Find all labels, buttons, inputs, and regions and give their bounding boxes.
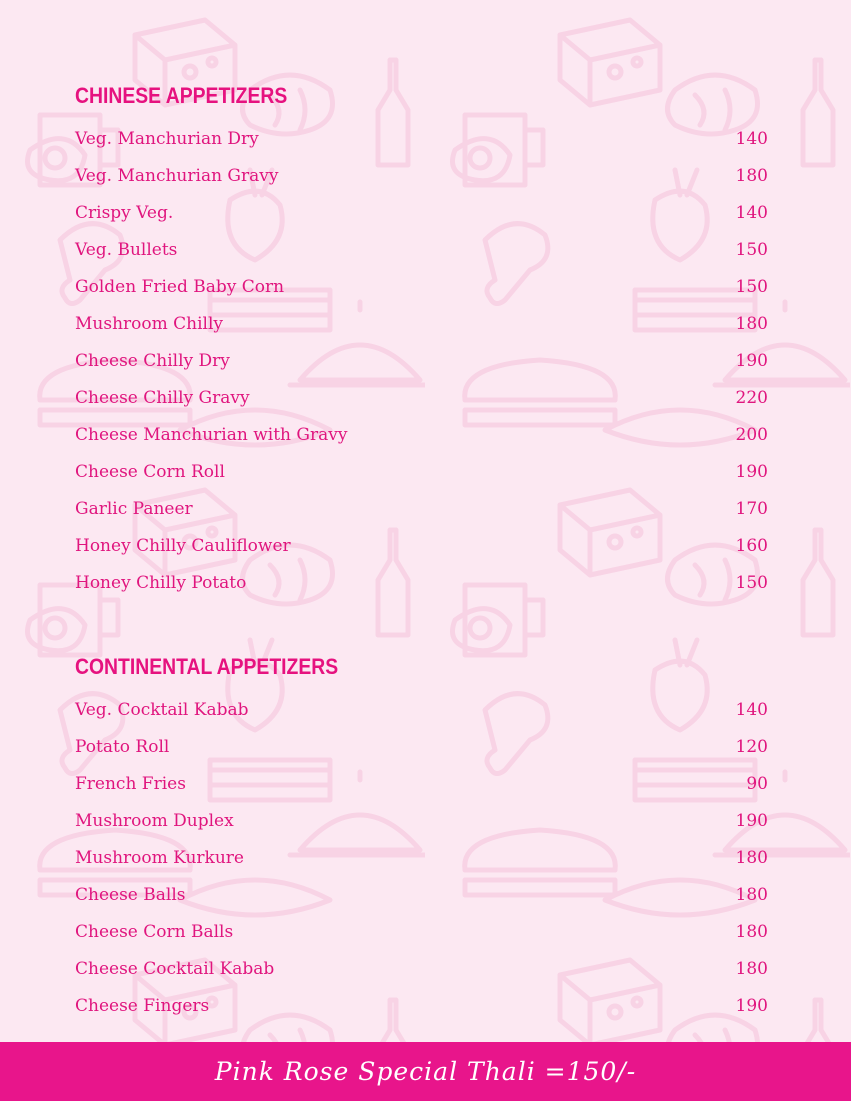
item-price: 150: [735, 277, 768, 297]
item-name: Mushroom Kurkure: [75, 848, 244, 868]
item-price: 140: [735, 700, 768, 720]
list-item: [75, 528, 768, 565]
list-item: [75, 195, 768, 232]
list-item: [75, 877, 768, 914]
list-item: [75, 232, 768, 269]
item-price: 140: [735, 203, 768, 223]
item-price: 190: [735, 351, 768, 371]
item-price: 200: [735, 425, 768, 445]
item-name: Garlic Paneer: [75, 499, 193, 519]
item-name: Cheese Balls: [75, 885, 186, 905]
item-price: 190: [735, 462, 768, 482]
list-item: [75, 729, 768, 766]
item-name: Cheese Corn Roll: [75, 462, 225, 482]
item-price: 180: [735, 959, 768, 979]
item-price: 150: [735, 573, 768, 593]
list-item: [75, 343, 768, 380]
list-item: [75, 158, 768, 195]
list-item: [75, 121, 768, 158]
list-item: [75, 380, 768, 417]
list-item: [75, 951, 768, 988]
item-name: Mushroom Chilly: [75, 314, 224, 334]
list-item: [75, 417, 768, 454]
list-item: [75, 692, 768, 729]
item-price: 180: [735, 922, 768, 942]
item-price: 170: [735, 499, 768, 519]
item-name: Cheese Chilly Gravy: [75, 388, 250, 408]
item-price: 180: [735, 848, 768, 868]
item-name: Cheese Chilly Dry: [75, 351, 230, 371]
item-name: Cheese Cocktail Kabab: [75, 959, 275, 979]
item-name: French Fries: [75, 774, 186, 794]
list-item: [75, 565, 768, 602]
item-name: Golden Fried Baby Corn: [75, 277, 285, 297]
item-name: Honey Chilly Cauliflower: [75, 536, 291, 556]
item-price: 90: [746, 774, 768, 794]
list-item: [75, 840, 768, 877]
item-name: Veg. Manchurian Dry: [75, 129, 259, 149]
item-price: 180: [735, 166, 768, 186]
list-item: [75, 491, 768, 528]
chinese-appetizers-list: [75, 121, 768, 602]
item-name: Veg. Manchurian Gravy: [75, 166, 279, 186]
continental-appetizers-list: [75, 692, 768, 1025]
item-name: Veg. Bullets: [75, 240, 178, 260]
section-title-continental-appetizers: CONTINENTAL APPETIZERS: [75, 654, 339, 679]
item-price: 220: [735, 388, 768, 408]
item-name: Crispy Veg.: [75, 203, 174, 223]
item-name: Cheese Corn Balls: [75, 922, 234, 942]
item-price: 160: [735, 536, 768, 556]
list-item: [75, 306, 768, 343]
item-name: Mushroom Duplex: [75, 811, 234, 831]
item-price: 190: [735, 996, 768, 1016]
list-item: [75, 988, 768, 1025]
list-item: [75, 914, 768, 951]
item-price: 140: [735, 129, 768, 149]
section-title-chinese-appetizers: CHINESE APPETIZERS: [75, 83, 288, 108]
item-name: Potato Roll: [75, 737, 170, 757]
list-item: [75, 454, 768, 491]
item-name: Cheese Fingers: [75, 996, 210, 1016]
list-item: [75, 766, 768, 803]
item-name: Cheese Manchurian with Gravy: [75, 425, 348, 445]
item-price: 120: [735, 737, 768, 757]
item-price: 180: [735, 314, 768, 334]
item-price: 180: [735, 885, 768, 905]
footer-banner: [0, 1042, 851, 1101]
item-price: 150: [735, 240, 768, 260]
item-name: Honey Chilly Potato: [75, 573, 247, 593]
item-name: Veg. Cocktail Kabab: [75, 700, 249, 720]
list-item: [75, 269, 768, 306]
list-item: [75, 803, 768, 840]
item-price: 190: [735, 811, 768, 831]
special-thali-text: Pink Rose Special Thali =150/-: [214, 1057, 637, 1086]
